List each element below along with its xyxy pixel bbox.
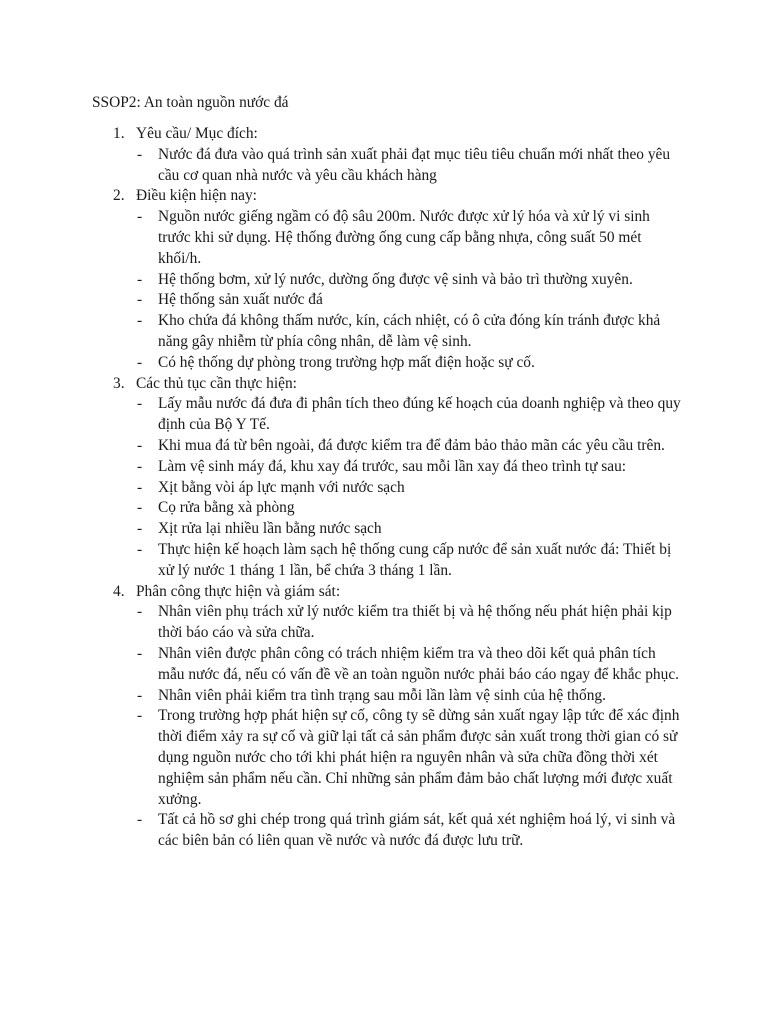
bullet-text: Hệ thống bơm, xử lý nước, dường ống được vệ sinh và bảo trì thường xuyên.: [158, 270, 633, 288]
bullet-text: Nguồn nước giếng ngầm có độ sâu 200m. Nước được xử lý hóa và xử lý vi sinh trước khi sử dụng. Hệ thống đường ống cung cấp bằng nhựa, công suất 50 mét khối/h.: [158, 208, 650, 267]
section-heading-text: Phân công thực hiện và giám sát:: [136, 582, 341, 600]
bullet-text: Cọ rửa bằng xà phòng: [158, 499, 295, 517]
dash-bullet-icon: -: [137, 540, 143, 558]
bullet-item: [0, 311, 682, 353]
section-number: 4.: [113, 582, 125, 600]
bullet-item: [0, 540, 682, 582]
section-number: 1.: [113, 125, 125, 142]
dash-bullet-icon: -: [137, 395, 143, 413]
bullet-item: [0, 810, 682, 852]
bullet-text: Trong trường hợp phát hiện sự cố, công ty sẽ dừng sản xuất ngay lập tức để xác định thời điểm xảy ra sự cố và giữ lại tất cả sản phẩm được sản xuất trong thời gian có sử dụng nguồn nước cho tới khi phát hiện ra nguyên nhân và sửa chữa đồng thời xét nghiệm sản phẩm nếu cần. Chỉ những sản phẩm đảm bảo chất lượng mới được xuất xưởng.: [158, 707, 680, 808]
section-1: [0, 124, 768, 186]
bullet-text: Hệ thống sản xuất nước đá: [158, 291, 323, 309]
bullet-item: [0, 602, 682, 644]
bullet-item: [0, 457, 682, 478]
section-list: [0, 124, 768, 852]
bullet-text: Tất cả hồ sơ ghi chép trong quá trình giám sát, kết quả xét nghiệm hoá lý, vi sinh và các biên bản có liên quan về nước và nước đá được lưu trữ.: [158, 811, 676, 850]
dash-bullet-icon: -: [137, 499, 143, 517]
bullet-text: Xịt bằng vòi áp lực mạnh với nước sạch: [158, 478, 405, 496]
section-number: 3.: [113, 374, 125, 392]
section-2: [0, 186, 768, 373]
bullet-text: Kho chứa đá không thấm nước, kín, cách nhiệt, có ô cửa đóng kín tránh được khả năng gây nhiễm từ phía công nhân, dễ làm vệ sinh.: [158, 312, 661, 350]
dash-bullet-icon: -: [137, 270, 143, 288]
dash-bullet-icon: -: [137, 811, 143, 829]
section-number: 2.: [113, 187, 125, 205]
section-heading-text: Các thủ tục cần thực hiện:: [136, 374, 297, 392]
bullet-item: [0, 290, 682, 311]
bullet-text: Nước đá đưa vào quá trình sản xuất phải đạt mục tiêu tiêu chuẩn mới nhất theo yêu cầu cơ quan nhà nước và yêu cầu khách hàng: [158, 145, 671, 184]
section-heading-text: Yêu cầu/ Mục đích:: [136, 125, 258, 142]
bullet-text: Khi mua đá từ bên ngoài, đá được kiểm tra để đảm bảo thảo mãn các yêu cầu trên.: [158, 436, 665, 454]
bullet-item: [0, 644, 682, 686]
dash-bullet-icon: -: [137, 145, 143, 163]
bullet-item: [0, 706, 682, 810]
bullet-item: [0, 478, 682, 499]
bullet-item: [0, 436, 682, 457]
dash-bullet-icon: -: [137, 520, 143, 538]
dash-bullet-icon: -: [137, 686, 143, 704]
dash-bullet-icon: -: [137, 478, 143, 496]
bullet-text: Nhân viên phụ trách xử lý nước kiểm tra thiết bị và hệ thống nếu phát hiện phải kịp thời báo cáo và sửa chữa.: [158, 603, 672, 642]
bullet-text: Làm vệ sinh máy đá, khu xay đá trước, sau mỗi lần xay đá theo trình tự sau:: [158, 457, 627, 475]
bullet-text: Có hệ thống dự phòng trong trường hợp mất điện hoặc sự cố.: [158, 353, 535, 371]
bullet-text: Xịt rửa lại nhiều lần bằng nước sạch: [158, 520, 382, 538]
document-title: SSOP2: An toàn nguồn nước đá: [92, 94, 289, 111]
bullet-item: [0, 270, 682, 291]
dash-bullet-icon: -: [137, 603, 143, 621]
bullet-text: Nhân viên được phân công có trách nhiệm kiểm tra và theo dõi kết quả phân tích mẫu nước đá, nếu có vấn đề về an toàn nguồn nước phải báo cáo ngay để khắc phục.: [158, 644, 680, 683]
dash-bullet-icon: -: [137, 457, 143, 475]
section-3: [0, 374, 768, 582]
dash-bullet-icon: -: [137, 291, 143, 309]
dash-bullet-icon: -: [137, 312, 143, 330]
dash-bullet-icon: -: [137, 644, 143, 662]
dash-bullet-icon: -: [137, 208, 143, 226]
dash-bullet-icon: -: [137, 436, 143, 454]
section-4: [0, 582, 768, 852]
bullet-item: [0, 353, 682, 374]
section-heading: [0, 582, 768, 603]
section-heading: [0, 186, 768, 207]
bullet-item: [0, 394, 682, 436]
section-heading: [0, 124, 768, 145]
bullet-item: [0, 519, 682, 540]
bullet-text: Nhân viên phải kiểm tra tình trạng sau mỗi lần làm vệ sinh của hệ thống.: [158, 686, 606, 704]
section-heading-text: Điều kiện hiện nay:: [136, 187, 257, 205]
dash-bullet-icon: -: [137, 707, 143, 725]
bullet-item: [0, 207, 682, 269]
bullet-item: [0, 686, 682, 707]
bullet-item: [0, 498, 682, 519]
section-heading: [0, 374, 768, 395]
bullet-text: Thực hiện kế hoạch làm sạch hệ thống cung cấp nước để sản xuất nước đá: Thiết bị xử lý nước 1 tháng 1 lần, bể chứa 3 tháng 1 lần.: [158, 540, 672, 579]
dash-bullet-icon: -: [137, 353, 143, 371]
bullet-text: Lấy mẫu nước đá đưa đi phân tích theo đúng kế hoạch của doanh nghiệp và theo quy định của Bộ Y Tế.: [158, 395, 681, 434]
bullet-item: [0, 145, 682, 187]
